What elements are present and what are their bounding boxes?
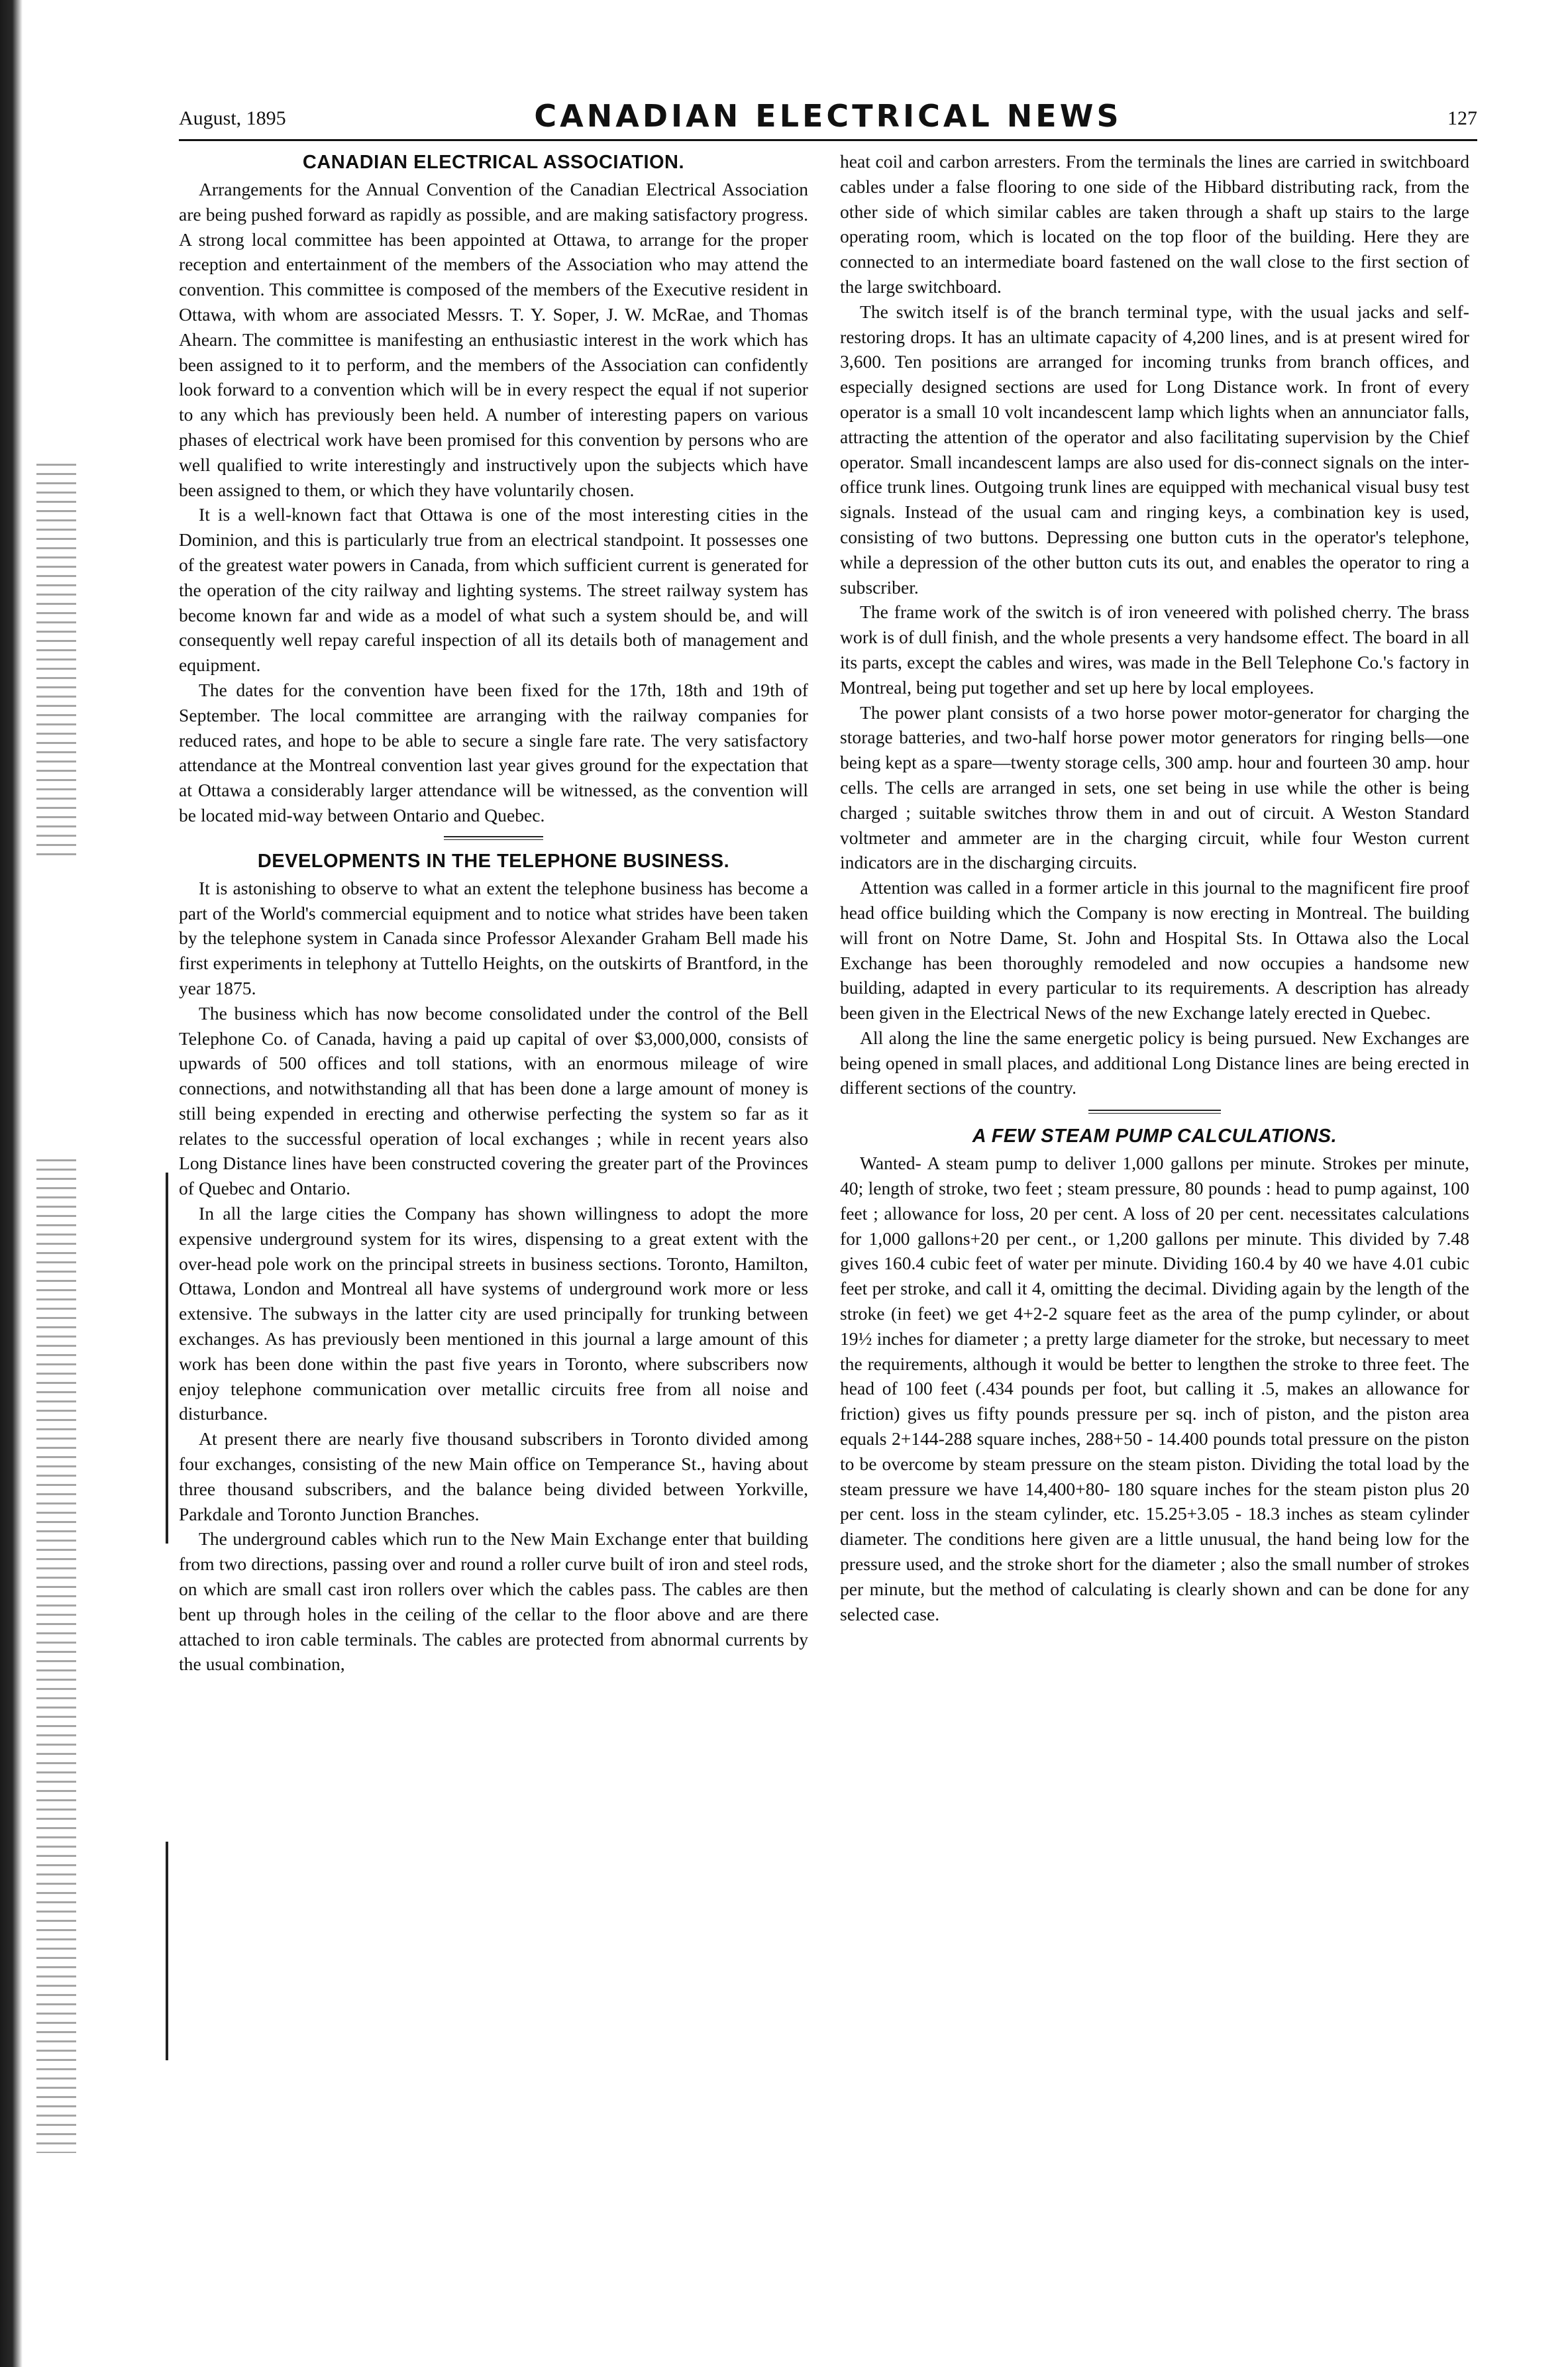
article-paragraph: Arrangements for the Annual Convention of the Canadian Electrical Association are being pushed forward as rapidly as possible, and are making satisfactory progress. A strong local committee has been appointed at Ottawa, to arrange for the proper reception and entertainment of the members of the Association who may attend the convention. This committee is composed of the members of the Executive resident in Ottawa, with whom are associated Messrs. T. Y. Soper, J. W. McRae, and Thomas Ahearn. The committee is manifesting an enthusiastic interest in the work which has been assigned to it to perform, and the members of the Association can confidently look forward to a convention which will be in every respect the equal if not superior to any which has previously been held. A number of interesting papers on various phases of electrical work have been promised for this convention by persons who are well qualified to write interestingly and instructively upon the subjects which have been assigned to them, or which they have voluntarily chosen. [179, 179, 808, 500]
binding-speckle [36, 464, 76, 861]
page-number: 127 [1447, 107, 1477, 129]
article-paragraph: Attention was called in a former article in this journal to the magnificent fire proof head office building which the Company is now erecting in Montreal. The building will front on Notre Dame, St. John and Hospital Sts. In Ottawa also the Local Exchange has been thoroughly remodeled and now occupies a handsome new building, adapted in every particular to its requirements. A description has already been given in the Electrical News of the new Exchange lately erected in Quebec. [840, 877, 1469, 1024]
article-paragraph: The underground cables which run to the New Main Exchange enter that building from two directions, passing over and round a roller curve built of iron and steel rods, on which are small cast iron rollers over which the cables pass. The cables are then bent up through holes in the ceiling of the cellar to the floor above and are there attached to iron cable terminals. The cables are protected from abnormal currents by the usual combination, [179, 1528, 808, 1675]
right-column [840, 149, 1469, 1626]
issue-date: August, 1895 [179, 107, 286, 129]
header-rule [179, 139, 1477, 141]
masthead: CANADIAN ELECTRICAL NEWS [534, 98, 1122, 134]
article-paragraph: The dates for the convention have been fixed for the 17th, 18th and 19th of September. The local committee are arranging with the railway companies for reduced rates, and hope to be able to secure a single fare rate. The very satisfactory attendance at the Montreal convention last year gives ground for the expectation that at Ottawa a considerably larger attendance will be witnessed, as the convention will be located mid-way between Ontario and Quebec. [179, 679, 808, 825]
binding-speckle [36, 1159, 76, 2153]
article-paragraph: The power plant consists of a two horse power motor-generator for charging the storage batteries, and two-half horse power motor generators for ringing bells—one being kept as a spare—twenty storage cells, 300 amp. hour and fourteen 30 amp. hour cells. The cells are arranged in sets, one set being in use while the other is being charged ; suitable switches throw them in and out of circuit. A Weston Standard voltmeter and ammeter are in the charging circuit, while four Weston current indicators are in the discharging circuits. [840, 702, 1469, 873]
margin-mark [166, 1173, 168, 1544]
section-separator [444, 836, 543, 840]
article-title: A FEW STEAM PUMP CALCULATIONS. [972, 1126, 1337, 1147]
article-paragraph: At present there are nearly five thousand subscribers in Toronto divided among four exchanges, consisting of the new Main office on Temperance St., having about three thousand subscribers, and the balance being divided between Yorkville, Parkdale and Toronto Junction Branches. [179, 1428, 808, 1524]
article-title: DEVELOPMENTS IN THE TELEPHONE BUSINESS. [257, 850, 730, 872]
margin-mark [166, 1842, 168, 2060]
page-header [179, 98, 1477, 144]
article-paragraph: The business which has now become consolidated under the control of the Bell Telephone Co. of Canada, having a paid up capital of over $3,000,000, consists of upwards of 500 offices and toll stations, with an enormous mileage of wire connections, and notwithstanding all that has been done a large amount of money is still being expended in erecting and otherwise perfecting the system so far as it relates to the successful operation of local exchanges ; while in recent years also Long Distance lines have been constructed covering the greater part of the Provinces of Quebec and Ontario. [179, 1002, 808, 1199]
article-paragraph: It is a well-known fact that Ottawa is one of the most interesting cities in the Dominion, and this is particularly true from an electrical standpoint. It possesses one of the greatest water powers in Canada, from which sufficient current is generated for the operation of the city railway and lighting systems. The street railway system has become known far and wide as a model of what such a system should be, and will consequently well repay careful inspection of all its details both of management and equipment. [179, 504, 808, 676]
article-paragraph: heat coil and carbon arresters. From the terminals the lines are carried in switchboard cables under a false flooring to one side of the Hibbard distributing rack, from the other side of which similar cables are taken through a shaft up stairs to the large operating room, which is located on the top floor of the building. Here they are connected to an intermediate board fastened on the wall close to the first section of the large switchboard. [840, 151, 1469, 297]
article-title: CANADIAN ELECTRICAL ASSOCIATION. [302, 152, 685, 173]
article-paragraph: All along the line the same energetic policy is being pursued. New Exchanges are being opened in small places, and additional Long Distance lines are being erected in different sections of the country. [840, 1027, 1469, 1098]
left-column [179, 149, 808, 1677]
article-paragraph: It is astonishing to observe to what an extent the telephone business has become a part of the World's commercial equipment and to notice what strides have been taken by the telephone system in Canada since Professor Alexander Graham Bell made his first experiments in telephony at Tuttello Heights, on the outskirts of Brantford, in the year 1875. [179, 877, 808, 998]
section-separator [1088, 1110, 1221, 1114]
article-paragraph: In all the large cities the Company has shown willingness to adopt the more expensive underground system for its wires, dispensing to a great extent with the over-head pole work on the principal streets in business sections. Toronto, Hamilton, Ottawa, London and Montreal all have systems of underground work more or less extensive. The subways in the latter city are used principally for trunking between exchanges. As has previously been mentioned in this journal a large amount of this work has been done within the past five years in Toronto, where subscribers now enjoy telephone communication over metallic circuits free from all noise and disturbance. [179, 1203, 808, 1424]
article-paragraph: The switch itself is of the branch terminal type, with the usual jacks and self-restoring drops. It has an ultimate capacity of 4,200 lines, and is at present wired for 3,600. Ten positions are arranged for incoming trunks from branch offices, and especially designed sections are used for Long Distance work. In front of every operator is a small 10 volt incandescent lamp which lights when an annunciator falls, attracting the attention of the operator and also facilitating supervision by the Chief operator. Small incandescent lamps are also used for dis-connect signals on the inter-office trunk lines. Outgoing trunk lines are equipped with mechanical visual busy test signals. Instead of the usual cam and ringing keys, a combination key is used, consisting of two buttons. Depressing one button cuts in the operator's telephone, while a depression of the other button cuts its out, and enables the operator to ring a subscriber. [840, 301, 1469, 598]
binding-edge [0, 0, 23, 2367]
article-paragraph: The frame work of the switch is of iron veneered with polished cherry. The brass work is of dull finish, and the whole presents a very handsome effect. The board in all its parts, except the cables and wires, was made in the Bell Telephone Co.'s factory in Montreal, being put together and set up here by local employees. [840, 602, 1469, 698]
article-paragraph: Wanted- A steam pump to deliver 1,000 gallons per minute. Strokes per minute, 40; length of stroke, two feet ; steam pressure, 80 pounds : head to pump against, 100 feet ; allowance for loss, 20 per cent. A loss of 20 per cent. necessitates calculations for 1,000 gallons+20 per cent., or 1,200 gallons per minute. This divided by 7.48 gives 160.4 cubic feet of water per minute. Dividing 160.4 by 40 we have 4.01 cubic feet per stroke, and call it 4, omitting the decimal. Dividing again by the length of the stroke (in feet) we get 4+2-2 square feet as the area of the pump cylinder, or about 19½ inches for diameter ; a pretty large diameter for the stroke, but necessary to meet the requirements, although it would be better to lengthen the stroke to three feet. The head of 100 feet (.434 pounds per foot, but calling it .5, makes an allowance for friction) gives us fifty pounds pressure per sq. inch of piston, and the piston area equals 2+144-288 square inches, 288+50 - 14.400 pounds total pressure on the piston to be overcome by steam pressure on the steam piston. Dividing the total load by the steam pressure we have 14,400+80- 180 square inches for the steam piston plus 20 per cent. loss in the steam cylinder, etc. 15.25+3.05 - 18.3 inches as steam cylinder diameter. The conditions here given are a little unusual, the hand being low for the pressure used, and the stroke short for the diameter ; also the small number of strokes per minute, but the method of calculating is clearly shown and can be done for any selected case. [840, 1153, 1469, 1624]
